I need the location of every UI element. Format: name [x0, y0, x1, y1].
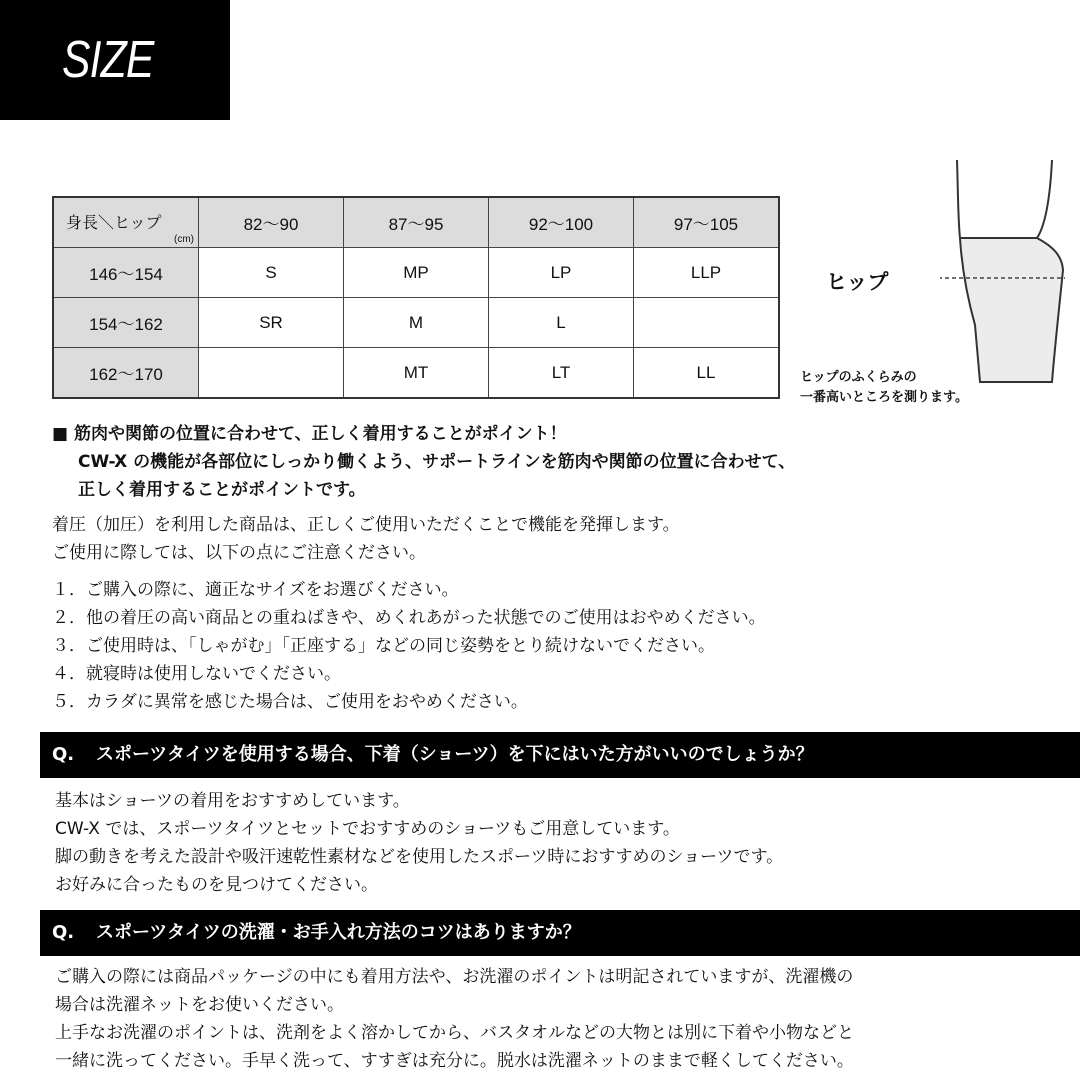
answer-line: ご購入の際には商品パッケージの中にも着用方法や、お洗濯のポイントは明記されていますが、洗濯機の [55, 967, 854, 987]
hip-label: ヒップ [826, 270, 889, 294]
answer-line: お好みに合ったものを見つけてください。 [55, 875, 378, 895]
hip-note-line: 一番高いところを測ります。 [800, 390, 968, 405]
wearing-point-section [52, 420, 795, 504]
size-cell: LLP [634, 248, 780, 298]
hip-note-line: ヒップのふくらみの [800, 370, 917, 385]
list-item: １．ご購入の際に、適正なサイズをお選びください。 [52, 580, 459, 600]
size-cell: L [489, 298, 634, 348]
intro-line: 着圧（加圧）を利用した商品は、正しくご使用いただくことで機能を発揮します。 [52, 515, 680, 535]
row-header: 154〜162 [53, 298, 199, 348]
list-item: ３．ご使用時は、「しゃがむ」「正座する」などの同じ姿勢をとり続けないでください。 [52, 636, 715, 656]
size-title: SIZE [62, 31, 154, 89]
faq-answer [55, 963, 854, 1075]
size-cell [634, 298, 780, 348]
table-row [53, 348, 779, 399]
column-header: 92〜100 [489, 197, 634, 248]
hip-measure-note [800, 368, 968, 408]
row-header: 146〜154 [53, 248, 199, 298]
size-cell: S [199, 248, 344, 298]
size-chart-table [52, 196, 780, 399]
answer-line: CW-X では、スポーツタイツとセットでおすすめのショーツもご用意しています。 [55, 819, 680, 839]
size-cell: MP [344, 248, 489, 298]
list-item: ５．カラダに異常を感じた場合は、ご使用をおやめください。 [52, 692, 528, 712]
size-cell: M [344, 298, 489, 348]
point-heading: ■ 筋肉や関節の位置に合わせて、正しく着用することがポイント！ [52, 424, 567, 444]
answer-line: 場合は洗濯ネットをお使いください。 [55, 995, 344, 1015]
q-mark: Q. [52, 922, 75, 943]
intro-line: ご使用に際しては、以下の点にご注意ください。 [52, 543, 426, 563]
answer-line: 一緒に洗ってください。手早く洗って、すすぎは充分に。脱水は洗濯ネットのままで軽くしてください。 [55, 1051, 854, 1071]
list-item: ４．就寝時は使用しないでください。 [52, 664, 341, 684]
table-header-row [53, 197, 779, 248]
faq-question: スポーツタイツの洗濯・お手入れ方法のコツはありますか？ [96, 922, 581, 943]
answer-line: 脚の動きを考えた設計や吸汗速乾性素材などを使用したスポーツ時におすすめのショーツです。 [55, 847, 784, 867]
size-cell: MT [344, 348, 489, 399]
point-text: CW-X の機能が各部位にしっかり働くよう、サポートラインを筋肉や関節の位置に合わせて、 [78, 452, 796, 472]
usage-rules-list [52, 576, 766, 716]
faq-question-bar [40, 910, 1080, 956]
faq-question-bar [40, 732, 1080, 778]
column-header: 97〜105 [634, 197, 780, 248]
row-header: 162〜170 [53, 348, 199, 399]
usage-intro [52, 511, 680, 567]
size-cell: LT [489, 348, 634, 399]
faq-answer [55, 787, 783, 899]
size-header-block [0, 0, 230, 120]
faq-question: スポーツタイツを使用する場合、下着（ショーツ）を下にはいた方がいいのでしょうか？ [96, 744, 814, 765]
column-header: 87〜95 [344, 197, 489, 248]
size-cell [199, 348, 344, 399]
size-cell: SR [199, 298, 344, 348]
column-header: 82〜90 [199, 197, 344, 248]
list-item: ２．他の着圧の高い商品との重ねばきや、めくれあがった状態でのご使用はおやめください。 [52, 608, 766, 628]
table-corner-cell [53, 197, 199, 248]
table-row [53, 248, 779, 298]
table-row [53, 298, 779, 348]
answer-line: 上手なお洗濯のポイントは、洗剤をよく溶かしてから、バスタオルなどの大物とは別に下着や小物などと [55, 1023, 854, 1043]
q-mark: Q. [52, 744, 75, 765]
size-cell: LP [489, 248, 634, 298]
corner-label: 身長＼ヒップ [66, 215, 162, 232]
point-text: 正しく着用することがポイントです。 [78, 480, 366, 500]
corner-unit: (cm) [174, 234, 194, 245]
hip-silhouette-illustration [940, 160, 1070, 390]
size-cell: LL [634, 348, 780, 399]
answer-line: 基本はショーツの着用をおすすめしています。 [55, 791, 410, 811]
